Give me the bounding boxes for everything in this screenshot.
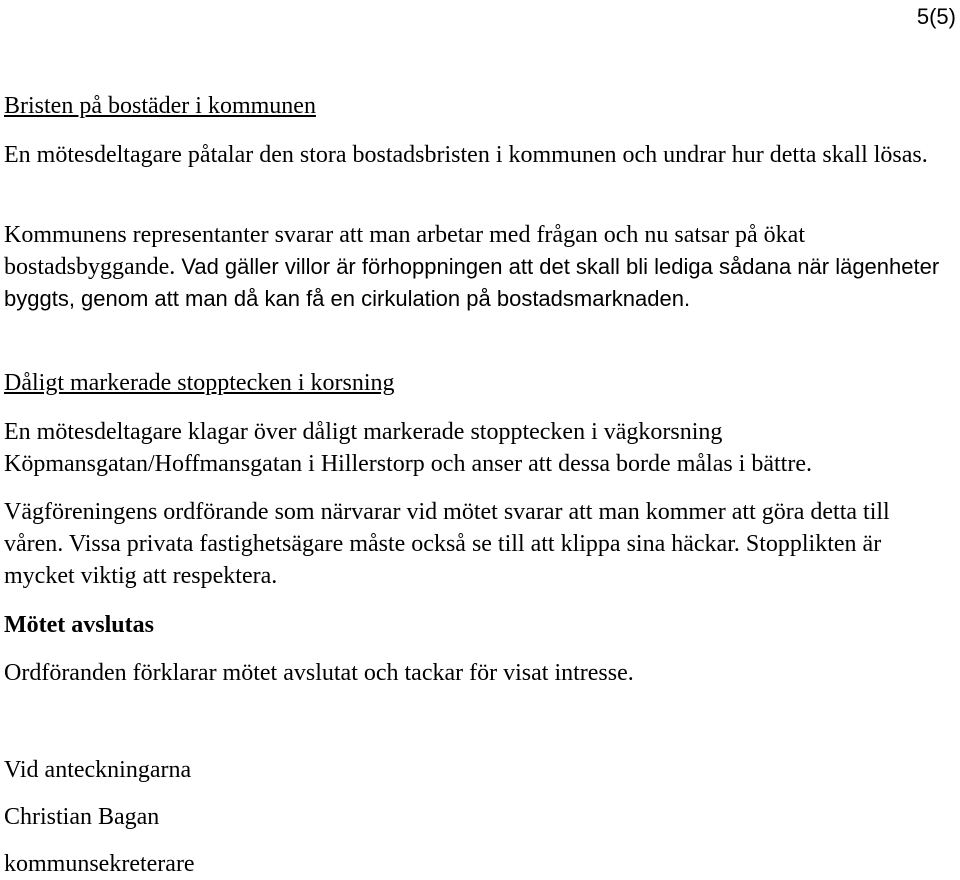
signature-title: kommunsekreterare [4, 851, 195, 877]
housing-question: En mötesdeltagare påtalar den stora bostadsbristen i kommunen och undrar hur detta skall lösas. [4, 142, 928, 168]
housing-answer-rest: Vad gäller villor är förhoppningen att det skall bli lediga sådana när lägenheter byggts, genom att man då kan få en cirkulation på bostadsmarknaden. [4, 254, 940, 311]
signature-name: Christian Bagan [4, 804, 160, 830]
stop-signs-question: En mötesdeltagare klagar över dåligt markerade stopptecken i vägkorsning Köpmansgatan/Hoffmansgatan i Hillerstorp och anser att dessa borde målas i bättre. [4, 419, 812, 477]
signature-intro: Vid anteckningarna [4, 757, 192, 783]
housing-answer [4, 219, 954, 315]
housing-answer-intro: Kommunens representanter svarar att man arbetar med frågan och nu satsar på ökat bostadsbyggande. [4, 222, 805, 280]
closing-text: Ordföranden förklarar mötet avslutat och tackar för visat intresse. [4, 660, 634, 686]
section-heading-closing: Mötet avslutas [4, 612, 154, 638]
stop-signs-answer: Vägföreningens ordförande som närvarar vid mötet svarar att man kommer att göra detta till våren. Vissa privata fastighetsägare måste också se till att klippa sina häckar. Stopplikten är mycket viktig att respektera. [4, 499, 890, 589]
section-heading-stop-signs: Dåligt markerade stopptecken i korsning [4, 370, 395, 396]
page-number: 5(5) [916, 4, 956, 29]
section-heading-housing: Bristen på bostäder i kommunen [4, 93, 316, 119]
